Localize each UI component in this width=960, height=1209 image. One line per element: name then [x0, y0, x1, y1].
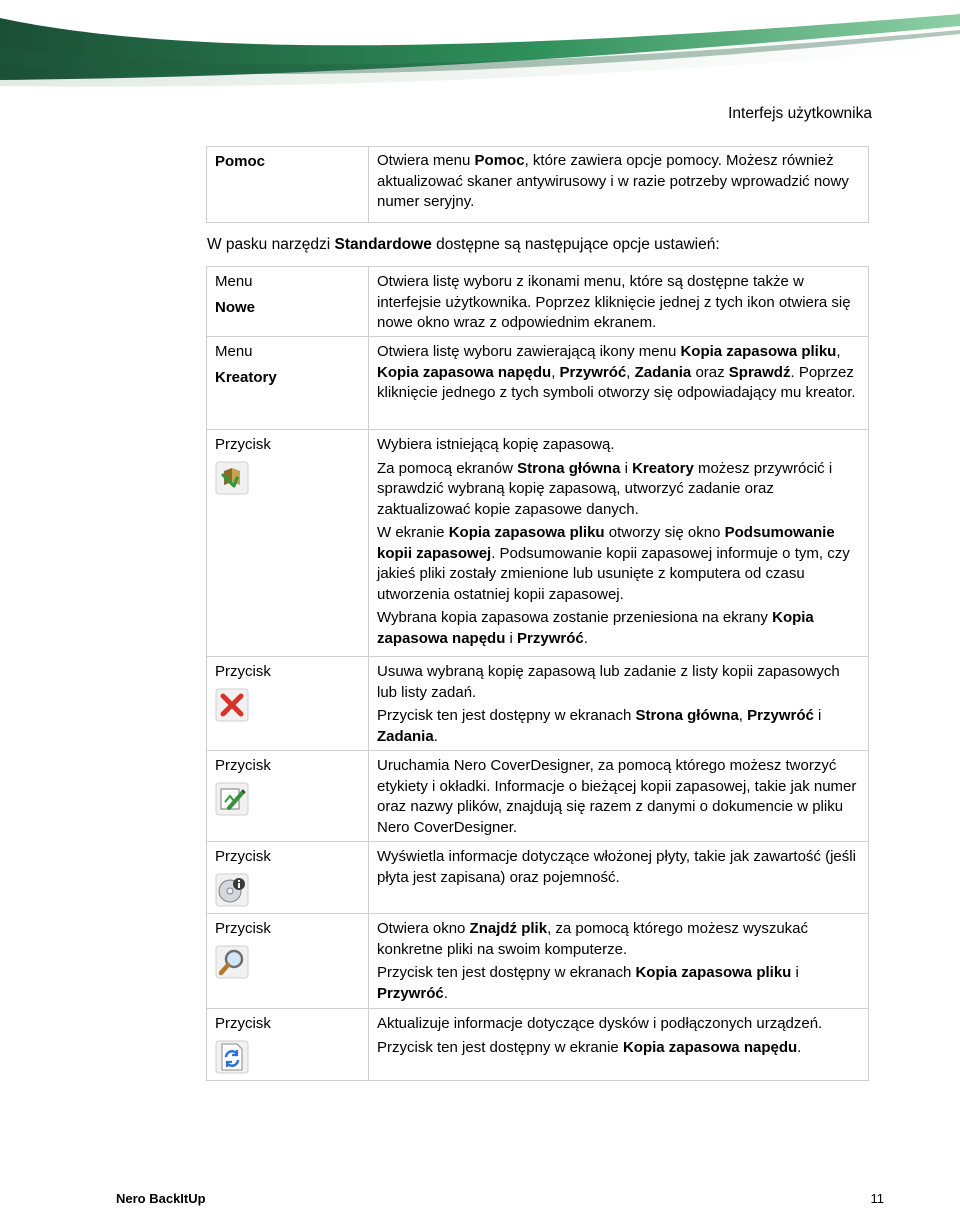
bold-term: Zadania: [634, 363, 692, 381]
text-run: Uruchamia Nero CoverDesigner, za pomocą którego możesz tworzyć etykiety i okładki. Informacje o bieżącej kopii zapasowej, takie jak numer oraz nazwy plików, znajdują się razem z danymi o dokumencie w pliku Nero CoverDesigner.: [377, 757, 857, 836]
table-row: [207, 337, 869, 430]
footer-product: Nero BackItUp: [116, 1191, 206, 1206]
description-paragraph: [377, 608, 862, 649]
text-run: Otwiera listę wyboru zawierającą ikony menu: [377, 343, 681, 360]
term-cell: [207, 430, 369, 657]
text-run: oraz: [691, 363, 729, 381]
term-cell: [207, 267, 369, 337]
header-banner: [0, 0, 960, 100]
text-run: .: [583, 629, 588, 647]
disc-info-icon[interactable]: [215, 873, 249, 907]
intro-after: dostępne są następujące opcje ustawień:: [431, 236, 720, 253]
bold-term: Znajdź plik: [469, 920, 548, 937]
text-run: i: [813, 707, 822, 724]
text-run: Przycisk ten jest dostępny w ekranie: [377, 1038, 623, 1056]
description-paragraph: [377, 342, 862, 404]
bold-term: Pomoc: [474, 152, 525, 169]
page-number: 11: [870, 1191, 884, 1206]
term-label: Przycisk: [215, 757, 271, 774]
term-cell: [207, 842, 369, 914]
bold-term: Kopia zapasowa pliku: [635, 964, 792, 981]
text-run: Za pomocą ekranów: [377, 459, 518, 477]
table-row: [207, 914, 869, 1009]
description-cell: [369, 147, 869, 223]
text-run: Otwiera listę wyboru z ikonami menu, które są dostępne także w interfejsie użytkownika. Poprzez kliknięcie jednej z tych ikon otwiera się nowe okno wraz z odpowiednim ekranem.: [377, 273, 851, 331]
text-run: .: [433, 727, 438, 745]
description-paragraph: [377, 963, 862, 1004]
text-run: i: [791, 964, 799, 981]
search-icon[interactable]: [215, 945, 249, 979]
table-row: [207, 1009, 869, 1081]
description-paragraph: [377, 435, 862, 456]
description-cell: [369, 267, 869, 337]
table-row: [207, 430, 869, 657]
bold-term: Przywróć: [517, 629, 584, 647]
term-cell: Pomoc: [207, 147, 369, 223]
text-run: .: [443, 984, 448, 1002]
text-run: W ekranie: [377, 524, 449, 541]
term-label: Menu: [215, 343, 253, 360]
text-run: , za pomocą którego możesz wyszukać konkretne pliki na swoim komputerze.: [377, 920, 809, 958]
table-row: [207, 751, 869, 842]
text-run: ,: [836, 343, 841, 360]
table-row: [207, 657, 869, 751]
term-label: Przycisk: [215, 848, 271, 865]
cover-designer-icon[interactable]: [215, 782, 249, 816]
text-run: . Podsumowanie kopii zapasowej informuje o tym, czy jakieś pliki zostały zmienione lub usunięte z komputera od czasu utworzenia ostatniej kopii zapasowej.: [377, 544, 850, 603]
text-run: i: [620, 459, 633, 477]
toolbar-options-table: [206, 266, 869, 1081]
description-paragraph: [377, 847, 862, 888]
table-row: [207, 842, 869, 914]
intro-text: [207, 236, 720, 254]
description-cell: [369, 751, 869, 842]
bold-term: Strona główna: [517, 459, 621, 477]
term-label: Przycisk: [215, 663, 271, 680]
description-paragraph: [377, 706, 862, 747]
bold-term: Kreatory: [632, 459, 694, 477]
section-title: Interfejs użytkownika: [728, 105, 872, 122]
bold-term: Kopia zapasowa pliku: [448, 524, 605, 541]
bold-term: Przywróć: [559, 363, 627, 381]
description-cell: [369, 842, 869, 914]
bold-term: Kopia zapasowa napędu: [622, 1038, 798, 1056]
table-row: [207, 267, 869, 337]
description-paragraph: [377, 272, 862, 334]
bold-term: Sprawdź: [728, 363, 791, 381]
description-paragraph: [377, 459, 862, 521]
bold-term: Kopia zapasowa napędu: [377, 609, 814, 647]
description-paragraph: [377, 1038, 862, 1059]
term-label: Menu: [215, 273, 253, 290]
description-cell: [369, 430, 869, 657]
bold-term: Kopia zapasowa pliku: [680, 343, 837, 360]
text-run: Wyświetla informacje dotyczące włożonej płyty, takie jak zawartość (jeśli płyta jest zapisana) oraz pojemność.: [377, 848, 856, 886]
top-table: [206, 146, 869, 223]
text-run: Wybiera istniejącą kopię zapasową.: [377, 436, 615, 453]
term-label-secondary: Nowe: [215, 298, 256, 316]
text-run: i: [505, 629, 518, 647]
text-run: Otwiera menu: [377, 152, 475, 169]
intro-bold: Standardowe: [334, 236, 432, 253]
description-paragraph: [377, 756, 862, 838]
text-run: otworzy się okno: [604, 524, 725, 541]
text-run: .: [797, 1038, 802, 1056]
description-paragraph: [377, 151, 862, 213]
term-label: Przycisk: [215, 436, 271, 453]
bold-term: Zadania: [377, 727, 434, 745]
term-cell: [207, 1009, 369, 1081]
bold-term: Podsumowanie kopii zapasowej: [377, 524, 835, 562]
description-paragraph: [377, 1014, 862, 1035]
term-cell: [207, 751, 369, 842]
term-label: Przycisk: [215, 1015, 271, 1032]
description-paragraph: [377, 919, 862, 960]
text-run: Usuwa wybraną kopię zapasową lub zadanie z listy kopii zapasowych lub listy zadań.: [377, 663, 840, 701]
description-cell: [369, 1009, 869, 1081]
bold-term: Kopia zapasowa napędu: [377, 363, 552, 381]
text-run: Wybrana kopia zapasowa zostanie przeniesiona na ekrany: [377, 609, 773, 626]
restore-icon[interactable]: [215, 461, 249, 495]
term-label-secondary: Kreatory: [215, 368, 277, 386]
table-row: [207, 147, 869, 223]
text-run: ,: [551, 363, 560, 381]
refresh-icon[interactable]: [215, 1040, 249, 1074]
description-cell: [369, 337, 869, 430]
description-paragraph: [377, 662, 862, 703]
text-run: możesz przywrócić i sprawdzić wybraną kopię zapasową, utworzyć zadanie oraz zaktualizować kopie zapasowe danych.: [377, 459, 833, 518]
text-run: , które zawiera opcje pomocy. Możesz również aktualizować skaner antywirusowy i w razie potrzeby wprowadzić nowy numer seryjny.: [377, 152, 849, 210]
text-run: Przycisk ten jest dostępny w ekranach: [377, 707, 636, 724]
description-paragraph: [377, 523, 862, 605]
term-cell: [207, 914, 369, 1009]
text-run: Otwiera okno: [377, 920, 470, 937]
bold-term: Przywróć: [377, 984, 444, 1002]
text-run: Aktualizuje informacje dotyczące dysków i podłączonych urządzeń.: [377, 1015, 823, 1032]
term-cell: [207, 337, 369, 430]
bold-term: Przywróć: [747, 707, 814, 724]
text-run: Przycisk ten jest dostępny w ekranach: [377, 964, 636, 981]
intro-before: W pasku narzędzi: [207, 236, 335, 253]
term-cell: [207, 657, 369, 751]
text-run: ,: [738, 707, 748, 724]
text-run: ,: [626, 363, 635, 381]
description-cell: [369, 657, 869, 751]
description-cell: [369, 914, 869, 1009]
delete-icon[interactable]: [215, 688, 249, 722]
text-run: . Poprzez kliknięcie jednego z tych symboli otworzy się odpowiadający mu kreator.: [377, 363, 856, 401]
term-label: Przycisk: [215, 920, 271, 937]
bold-term: Strona główna: [635, 707, 739, 724]
